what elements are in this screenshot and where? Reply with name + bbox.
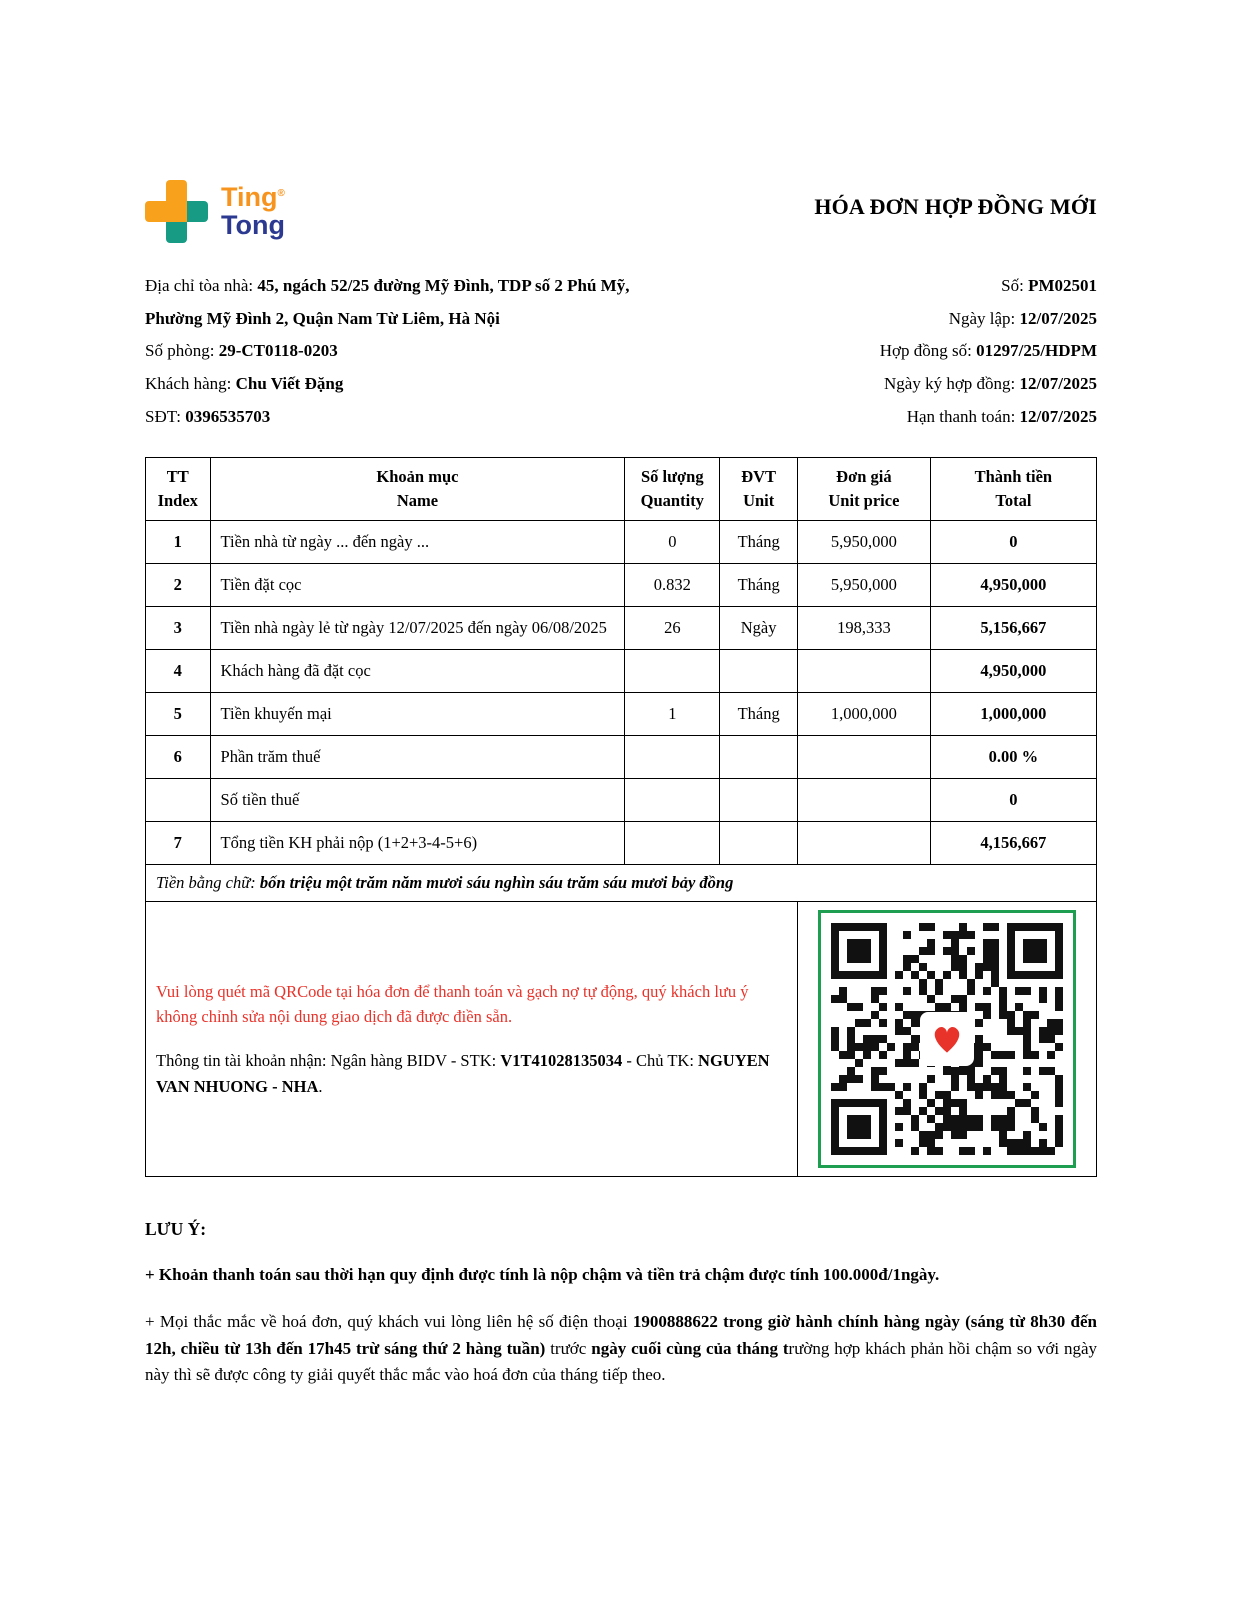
customer-phone <box>145 401 688 434</box>
table-row: 5 Tiền khuyến mại 1 Tháng 1,000,000 1,000,000 <box>146 692 1097 735</box>
table-row: 7 Tổng tiền KH phải nộp (1+2+3-4-5+6) 4,156,667 <box>146 821 1097 864</box>
registered-mark: ® <box>277 188 285 200</box>
col-header-total: Thành tiền Total <box>930 458 1096 521</box>
account-number: V1T41028135034 <box>500 1050 623 1070</box>
phone-label: SĐT: <box>145 406 186 426</box>
page-title: HÓA ĐƠN HỢP ĐỒNG MỚI <box>814 194 1097 219</box>
logo-tong-text: Tong <box>221 210 285 240</box>
tingtong-wordmark <box>221 184 285 239</box>
table-row: 2 Tiền đặt cọc 0.832 Tháng 5,950,000 4,950,000 <box>146 563 1097 606</box>
contract-sign-date: Ngày ký hợp đồng: 12/07/2025 <box>884 373 1097 393</box>
room-value: 29-CT0118-0203 <box>218 341 338 361</box>
qr-instruction-text: Vui lòng quét mã QRCode tại hóa đơn để thanh toán và gạch nợ tự động, quý khách lưu ý không chỉnh sửa nội dung giao dịch đã được điền sẵn. <box>156 981 749 1027</box>
table-row: 1 Tiền nhà từ ngày ... đến ngày ... 0 Tháng 5,950,000 0 <box>146 520 1097 563</box>
customer-label: Khách hàng: <box>145 373 236 393</box>
late-payment-note: + Khoản thanh toán sau thời hạn quy định được tính là nộp chậm và tiền trả chậm được tính 100.000đ/1ngày. <box>145 1264 940 1284</box>
table-row: 3 Tiền nhà ngày lẻ từ ngày 12/07/2025 đến ngày 06/08/2025 26 Ngày 198,333 5,156,667 <box>146 606 1097 649</box>
amount-in-words-label: Tiền bằng chữ: <box>156 872 260 892</box>
tingtong-logo <box>145 180 285 244</box>
qr-code <box>818 910 1076 1168</box>
address-label: Địa chỉ tòa nhà: <box>145 276 258 295</box>
issue-date: Ngày lập: 12/07/2025 <box>948 308 1097 328</box>
hotline-note: + Mọi thắc mắc về hoá đơn, quý khách vui lòng liên hệ số điện thoại 1900888622 trong giờ hành chính hàng ngày (sáng từ 8h30 đến 12h, chiều từ 13h đến 17h45 trừ sáng thứ 2 hàng tuần) trước ngày cuối cùng của tháng trường hợp khách phản hồi chậm so với ngày này thì sẽ được công ty giải quyết thắc mắc vào hoá đơn của tháng tiếp theo. <box>145 1312 1098 1385</box>
invoice-meta <box>145 270 1097 433</box>
payment-instructions <box>146 901 798 1176</box>
account-holder: NGUYEN VAN NHUONG - NHA <box>156 1050 770 1096</box>
table-row: Số tiền thuế 0 <box>146 778 1097 821</box>
notes-heading: LƯU Ý: <box>145 1218 207 1239</box>
table-row: 4 Khách hàng đã đặt cọc 4,950,000 <box>146 649 1097 692</box>
logo-ting-text: Ting <box>221 182 278 213</box>
header <box>145 180 1097 244</box>
footer-notes <box>145 1219 1097 1389</box>
phone-value: 0396535703 <box>185 406 271 426</box>
invoice-details <box>716 270 1097 433</box>
col-header-unit-price: Đơn giá Unit price <box>798 458 931 521</box>
col-header-index: TT Index <box>146 458 211 521</box>
payment-row <box>146 901 1097 1176</box>
table-row: 6 Phần trăm thuế 0.00 % <box>146 735 1097 778</box>
customer-name <box>145 368 688 401</box>
amount-in-words-row <box>146 864 1097 901</box>
amount-in-words-value: bốn triệu một trăm năm mươi sáu nghìn sáu trăm sáu mươi bảy đồng <box>259 872 734 892</box>
customer-info <box>145 270 688 433</box>
customer-value: Chu Viết Đặng <box>235 373 344 393</box>
col-header-name: Khoản mục Name <box>210 458 625 521</box>
invoice-number: Số: PM02501 <box>1001 276 1097 295</box>
col-header-unit: ĐVT Unit <box>720 458 798 521</box>
building-address <box>145 270 688 335</box>
room-label: Số phòng: <box>145 341 219 361</box>
bank-account-info: Thông tin tài khoản nhận: Ngân hàng BIDV - STK: V1T41028135034 - Chủ TK: NGUYEN VAN NHUONG - NHA. <box>156 1050 770 1096</box>
room-number <box>145 335 688 368</box>
col-header-quantity: Số lượng Quantity <box>625 458 720 521</box>
table-header-row <box>146 458 1097 521</box>
address-value: 45, ngách 52/25 đường Mỹ Đình, TDP số 2 Phú Mỹ, Phường Mỹ Đình 2, Quận Nam Từ Liêm, Hà Nội <box>145 276 630 328</box>
payment-due-date: Hạn thanh toán: 12/07/2025 <box>906 406 1097 426</box>
tingtong-plus-icon <box>145 180 209 244</box>
qr-center-heart-icon <box>920 1012 974 1066</box>
invoice-table <box>145 457 1097 1177</box>
contract-number: Hợp đồng số: 01297/25/HDPM <box>879 341 1097 361</box>
